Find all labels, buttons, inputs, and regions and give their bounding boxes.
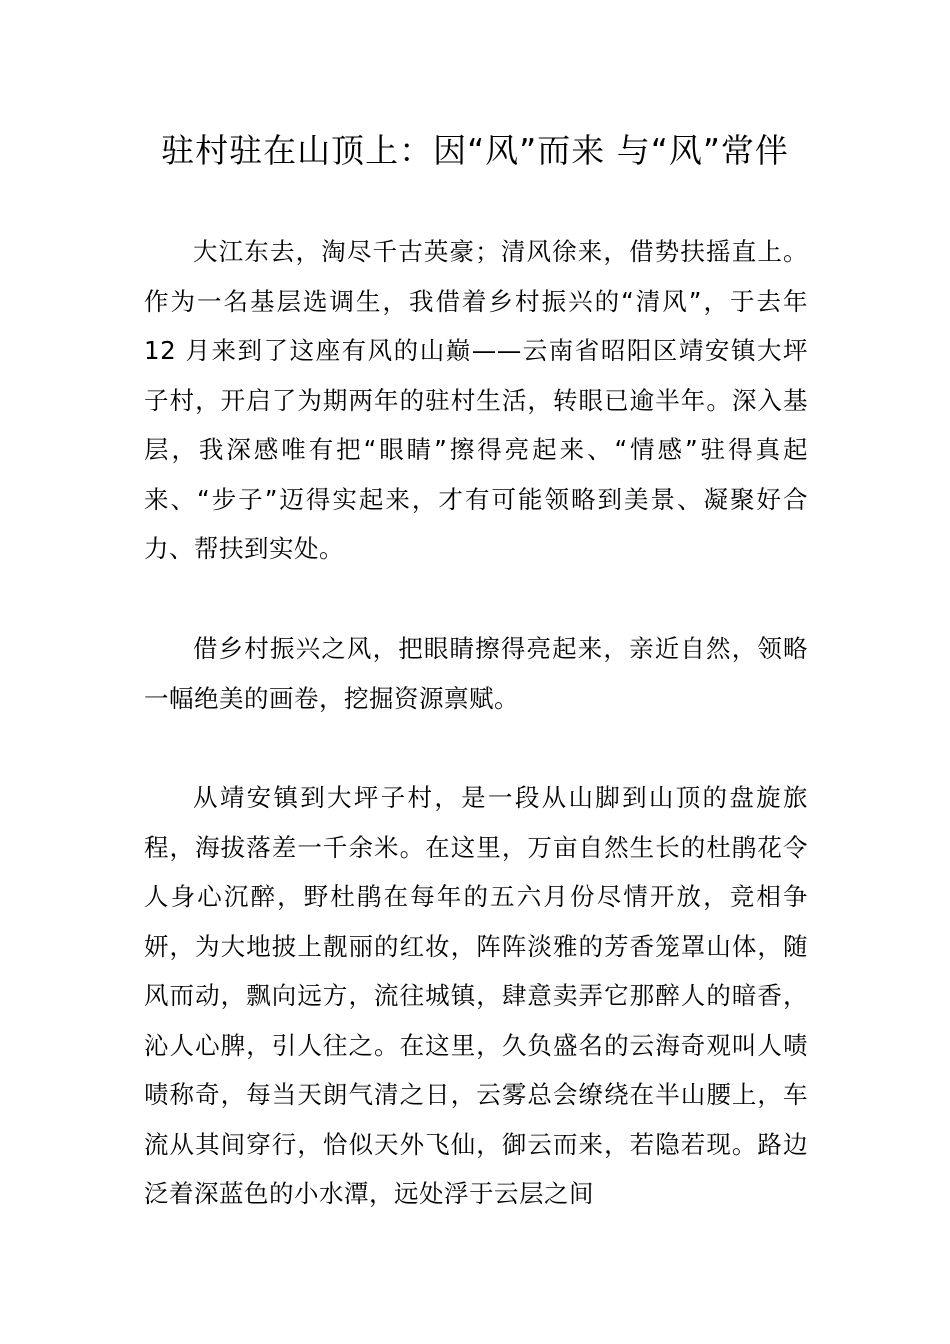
paragraph-section-heading: 借乡村振兴之风，把眼睛擦得亮起来，亲近自然，领略一幅绝美的画卷，挖掘资源禀赋。 xyxy=(144,634,808,713)
paragraph-intro: 大江东去，淘尽千古英豪；清风徐来，借势扶摇直上。作为一名基层选调生，我借着乡村振兴的“清风”，于去年 12 月来到了这座有风的山巅——云南省昭阳区靖安镇大坪子村，开启了为期两年的驻村生活，转眼已逾半年。深入基层，我深感唯有把“眼睛”擦得亮起来、“情感”驻得真起来、“步子”迈得实起来，才有可能领略到美景、凝聚好合力、帮扶到实处。 xyxy=(144,237,808,563)
paragraph-scenery: 从靖安镇到大坪子村，是一段从山脚到山顶的盘旋旅程，海拔落差一千余米。在这里，万亩自然生长的杜鹃花令人身心沉醉，野杜鹃在每年的五六月份尽情开放，竞相争妍，为大地披上靓丽的红妆，阵阵淡雅的芳香笼罩山体，随风而动，飘向远方，流往城镇，肆意卖弄它那醉人的暗香，沁人心脾，引人往之。在这里，久负盛名的云海奇观叫人啧啧称奇，每当天朗气清之日，云雾总会缭绕在半山腰上，车流从其间穿行，恰似天外飞仙，御云而来，若隐若现。路边泛着深蓝色的小水潭，远处浮于云层之间 xyxy=(144,783,808,1208)
document-title: 驻村驻在山顶上：因“风”而来 与“风”常伴 xyxy=(161,131,789,170)
